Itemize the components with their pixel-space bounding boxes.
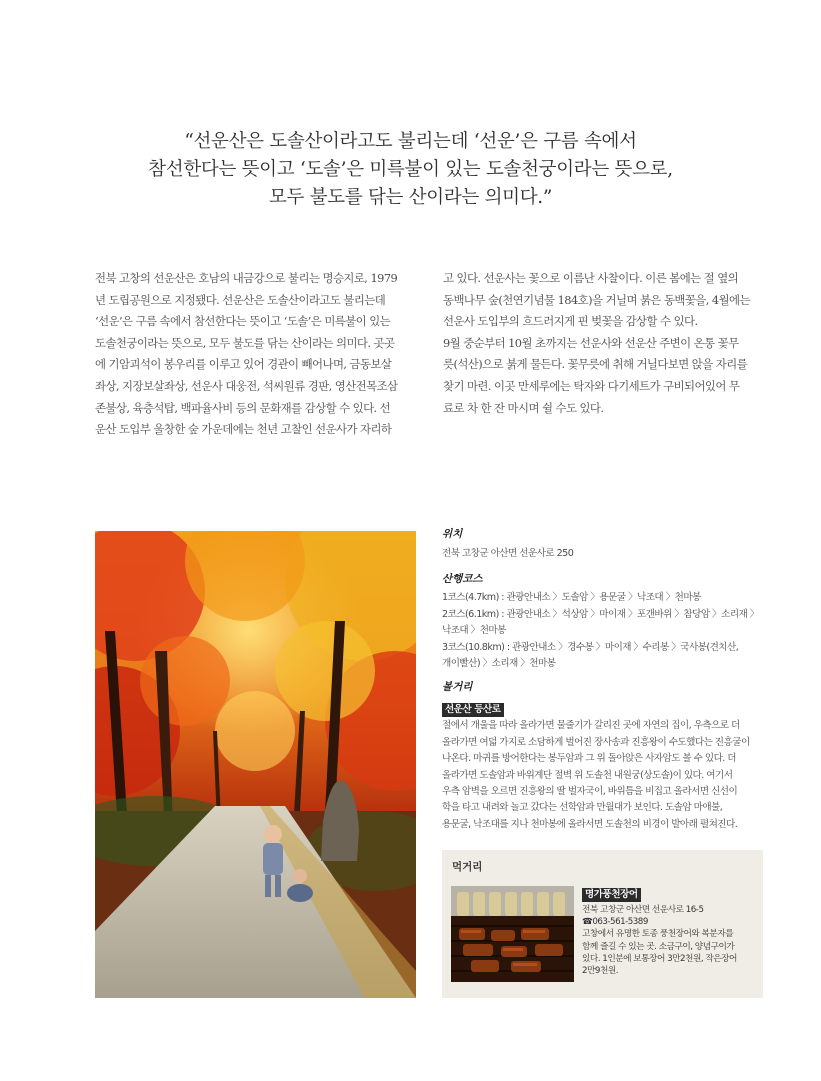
body-line: 년 도립공원으로 지정됐다. 선운산은 도솔산이라고도 불리는데 (95, 292, 386, 307)
pull-quote (60, 128, 761, 212)
sights-text (442, 718, 772, 833)
body-line: 에 기암괴석이 봉우리를 이루고 있어 경관이 빼어나며, 금동보살 (95, 357, 392, 372)
body-line: ‘선운’은 구름 속에서 참선한다는 뜻이고 ‘도솔’은 미륵불이 있는 (95, 314, 391, 329)
food-line: 전북 고창군 아산면 선운사로 16-5 (582, 905, 704, 915)
food-line: 함께 즐길 수 있는 곳. 소금구이, 양념구이가 (582, 941, 735, 952)
course-line: 1코스(4.7km) : 관광안내소 〉도솔암 〉용문굴 〉낙조대 〉천마봉 (442, 592, 701, 604)
course-line: 개이빨산) 〉소리재 〉천마봉 (442, 658, 556, 670)
quote-line: 참선한다는 뜻이고 ‘도솔’은 미륵불이 있는 도솔천궁이라는 뜻으로, (148, 159, 673, 180)
food-details (582, 888, 758, 977)
sights-line: 절에서 개울을 따라 올라가면 물줄기가 갈리진 곳에 자연의 집이, 우측으로 더 (442, 720, 740, 732)
body-line: 고 있다. 선운사는 꽃으로 이름난 사찰이다. 이른 봄에는 절 옆의 (443, 271, 739, 285)
course-heading: 산행코스 (442, 573, 483, 586)
food-line: 2만9천원. (582, 966, 618, 977)
course-line: 낙조대 〉천마봉 (442, 625, 506, 637)
sights-line: 올라가면 여덟 가지로 소담하게 벌어진 장사송과 진흥왕이 수도했다는 진흥굴이 (442, 736, 750, 748)
course-line: 2코스(6.1km) : 관광안내소 〉석상암 〉마이재 〉포갠바위 〉참당암 〉소리재 〉 (442, 608, 759, 620)
body-line: 릇(석산)으로 붉게 물든다. 꽃무릇에 취해 거닐다보면 앉을 자리를 (443, 357, 748, 372)
course-line: 3코스(10.8km) : 관광안내소 〉경수봉 〉마이재 〉수리봉 〉국사봉(견치산, (442, 641, 739, 653)
info-panel (442, 527, 772, 833)
sights-line: 올라가면 도솔암과 바위계단 절벽 위 도솔천 내원궁(상도솔)이 있다. 여기서 (442, 769, 733, 781)
body-line: 좌상, 지장보살좌상, 선운사 대웅전, 석씨원류 경판, 영산전목조삼 (95, 378, 398, 393)
sights-line: 나온다. 마귀를 방어한다는 봉두암과 그 위 돌아앉은 사자암도 볼 수 있다. 더 (442, 753, 737, 765)
sights-line: 용문굴, 낙조대를 지나 천마봉에 올라서면 도솔천의 비경이 발아래 펼쳐진다. (442, 818, 738, 830)
sights-tag: 선운산 등산로 (442, 703, 504, 717)
body-line: 동백나무 숲(천연기념물 184호)을 거닐며 붉은 동백꽃을, 4월에는 (443, 292, 750, 307)
sights-line: 학을 타고 내려와 놀고 갔다는 선학암과 만월대가 보인다. 도솔암 마애불, (442, 802, 723, 814)
food-tag: 명가풍천장어 (582, 888, 641, 902)
body-column-left (95, 268, 417, 441)
food-line: ☎063-561-5389 (582, 917, 648, 928)
food-line: 있다. 1인분에 보통장어 3만2천원, 작은장어 (582, 953, 737, 964)
location-text: 전북 고창군 아산면 선운사로 250 (442, 548, 574, 559)
body-line: 도솔천궁이라는 뜻으로, 모두 불도를 닦는 산이라는 의미다. 곳곳 (95, 335, 395, 350)
body-line: 찾기 마련. 이곳 만세루에는 탁자와 다기세트가 구비되어있어 무 (443, 378, 740, 393)
sights-line: 우측 암벽을 오르면 진흥왕의 딸 벌자국이, 바위틈을 비집고 올라서면 신선이 (442, 786, 738, 798)
body-line: 존불상, 육층석탑, 백파율사비 등의 문화재를 감상할 수 있다. 선 (95, 400, 391, 415)
autumn-forest-path-photo (95, 531, 416, 998)
quote-line: “선운산은 도솔산이라고도 불리는데 ‘선운’은 구름 속에서 (184, 131, 637, 152)
body-line: 운산 도입부 울창한 숲 가운데에는 천년 고찰인 선운사가 자리하 (95, 422, 392, 437)
food-line: 고창에서 유명한 토종 풍천장어와 복분자를 (582, 929, 734, 940)
food-heading: 먹거리 (452, 861, 483, 873)
grilled-eel-photo (451, 886, 574, 982)
body-line: 9월 중순부터 10월 초까지는 선운사와 선운산 주변이 온통 꽃무 (443, 335, 739, 350)
location-heading: 위치 (442, 528, 463, 540)
body-line: 전북 고창의 선운산은 호남의 내금강으로 불리는 명승지로, 1979 (95, 271, 398, 285)
body-line: 료로 차 한 잔 마시며 쉴 수도 있다. (443, 400, 604, 415)
sights-heading: 볼거리 (442, 681, 473, 694)
body-line: 선운사 도입부의 흐드러지게 핀 벚꽃을 감상할 수 있다. (443, 314, 698, 329)
body-column-right (443, 268, 768, 419)
course-list (442, 590, 772, 672)
food-box (442, 850, 763, 998)
quote-line: 모두 불도를 닦는 산이라는 의미다.” (268, 187, 553, 208)
